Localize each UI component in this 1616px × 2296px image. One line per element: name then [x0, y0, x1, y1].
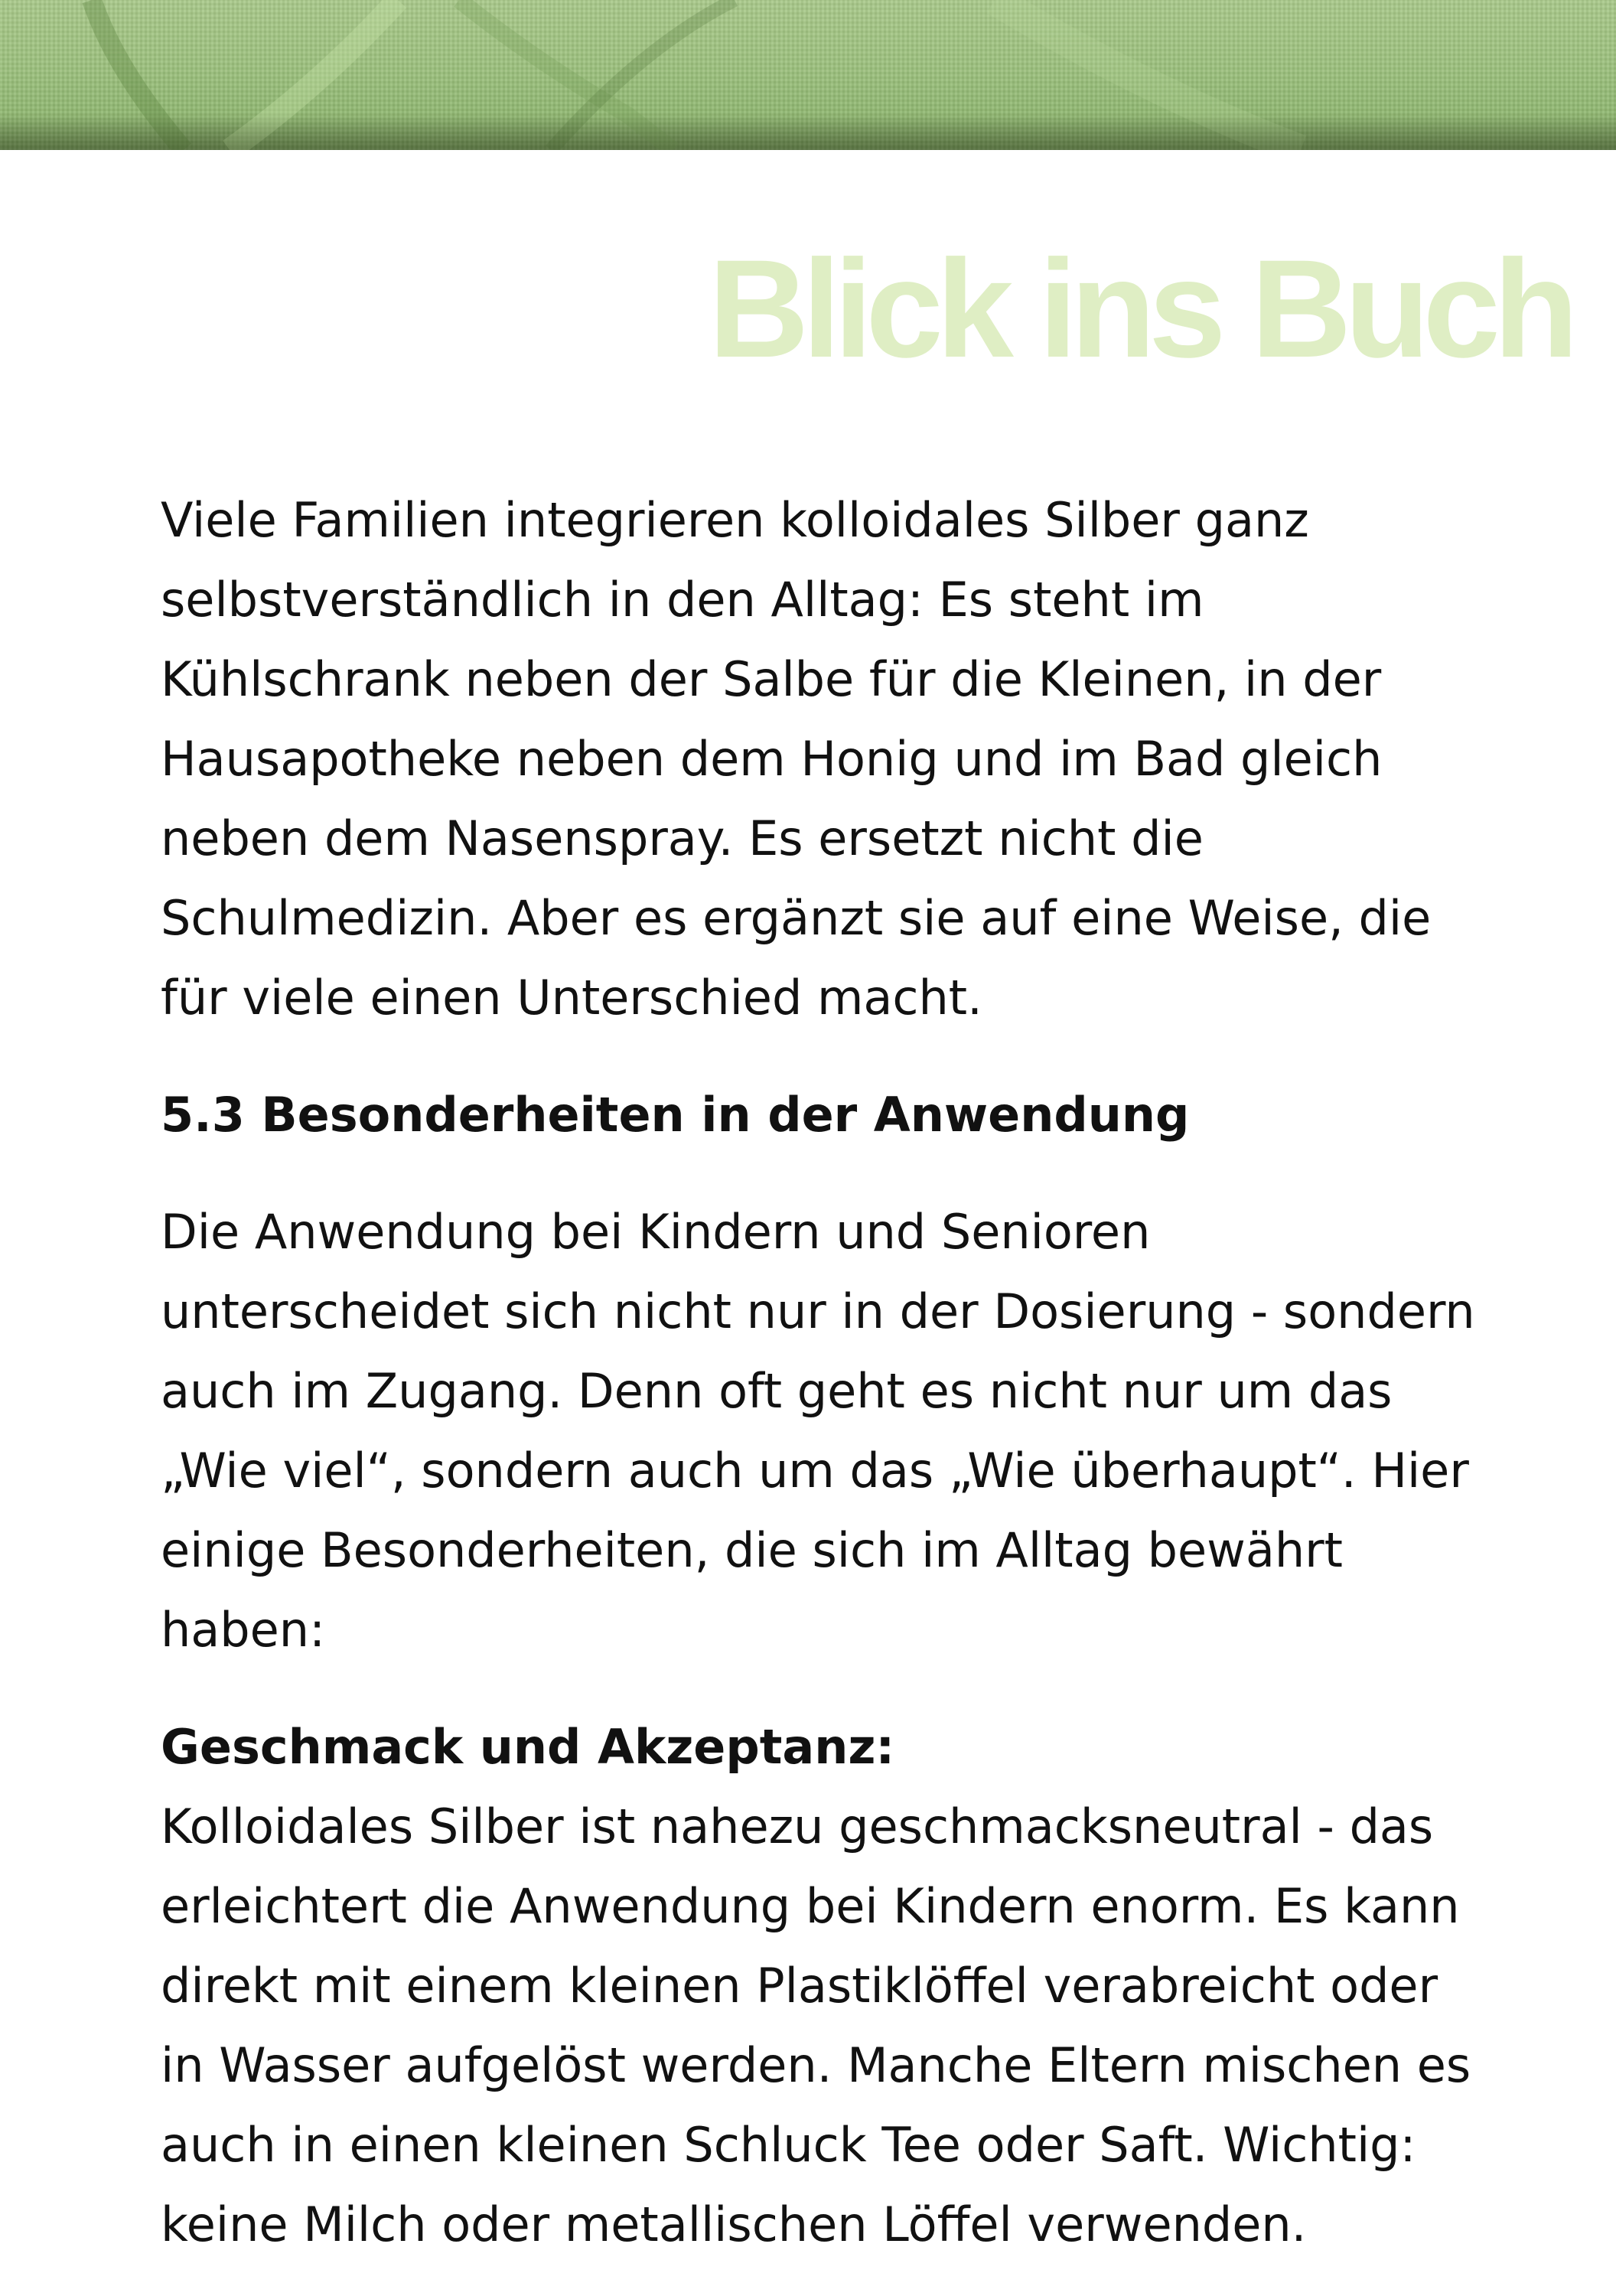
taste-paragraph: Kolloidales Silber ist nahezu geschmacksneutral - das erleichtert die Anwendung bei Kindern enorm. Es kann direkt mit einem kleinen Plastiklöffel verabreicht oder in Wasser aufgelöst werden. Manche Eltern mischen es auch in einen kleinen Schluck Tee oder Saft. Wichtig: keine Milch oder metallischen Löffel verwenden. — [161, 1799, 1471, 2252]
header-banner — [0, 0, 1616, 150]
spacer — [161, 1670, 1477, 1707]
usage-paragraph: Die Anwendung bei Kindern und Senioren unterscheidet sich nicht nur in der Dosierung - sondern auch im Zugang. Denn oft geht es nicht nur um das „Wie viel“, sondern auch um das „Wie überhaupt“. Hier einige Besonderheiten, die sich im Alltag bewährt haben: — [161, 1204, 1475, 1658]
page-title: Blick ins Buch — [708, 230, 1572, 386]
intro-paragraph: Viele Familien integrieren kolloidales Silber ganz selbstverständlich in den Alltag: Es steht im Kühlschrank neben der Salbe für die Kleinen, in der Hausapotheke neben dem Honig und im Bad gleich neben dem Nasenspray. Es ersetzt nicht die Schulmedizin. Aber es ergänzt sie auf eine Weise, die für viele einen Unterschied macht. — [161, 492, 1432, 1026]
book-excerpt — [161, 481, 1477, 2265]
spacer — [161, 1038, 1477, 1075]
subheading: Geschmack und Akzeptanz: — [161, 1719, 895, 1775]
banner-shadow — [0, 113, 1616, 150]
spacer — [161, 1155, 1477, 1192]
section-heading: 5.3 Besonderheiten in der Anwendung — [161, 1087, 1190, 1143]
